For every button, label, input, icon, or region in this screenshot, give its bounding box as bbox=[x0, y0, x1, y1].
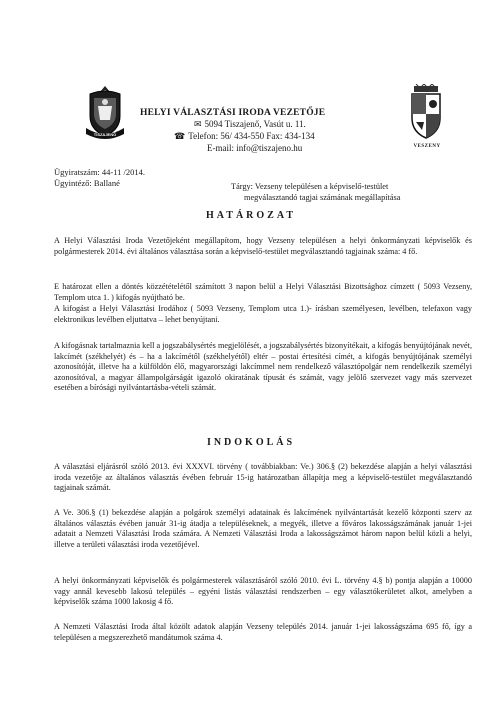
resolution-heading: HATÁROZAT bbox=[206, 210, 296, 221]
office-address: 5094 Tiszajenő, Vasút u. 11. bbox=[204, 119, 306, 129]
paragraph-council-size-rule: A helyi önkormányzati képviselők és polgármesterek választásáról szóló 2010. évi L. törvény 4.§ b) pontja alapján a 10000 vagy annál kevesebb lakosú település – egyéni listás választási rendszerben – egy választókerületet alkot, amelyben a képviselők száma 1000 lakosig 4 fő. bbox=[54, 576, 472, 607]
subject-line-2: megválasztandó tagjai számának megállapítása bbox=[244, 192, 401, 202]
paragraph-conclusion: A Nemzeti Választási Iroda által közölt adatok alapján Vezseny település 2014. január 1-jei lakosságszáma 695 fő, így a településen a megszerezhető mandátumok száma 4. bbox=[54, 622, 472, 642]
paragraph-legal-basis: A választási eljárásról szóló 2013. évi XXXVI. törvény ( továbbiakban: Ve.) 306.§ (2) bekezdése alapján a helyi választási iroda vezetője az általános választás évében február 15-ig határozatban állapítja meg a képviselő-testület megválasztandó tagjainak számát. bbox=[54, 462, 472, 493]
document-meta bbox=[54, 167, 145, 188]
office-email: E-mail: info@tiszajeno.hu bbox=[207, 143, 303, 153]
case-number: Ügyiratszám: 44-11 /2014. bbox=[54, 167, 146, 177]
paragraph-appeal-contents: A kifogásnak tartalmaznia kell a jogszabálysértés megjelölését, a jogszabálysértés bizonyítékait, a kifogás benyújtójának nevét, lakcímét (székhelyét) és – ha a lakcímétől (székhelyétől) eltér – postai értesítési címét, a kifogás benyújtójának személyi azonosítóját, illetve ha a külföldön élő, magyarországi lakcímmel nem rendelkező választópolgár nem rendelkezik személyi azonosítóval, a magyar állampolgárságát igazoló okiratának típusát és számát, vagy jelölő szervezet vagy más szervezet esetében a bírósági nyilvántartásba-vételi számát. bbox=[54, 341, 472, 393]
vezseny-coat-of-arms bbox=[408, 84, 444, 149]
paragraph-population-data: A Ve. 306.§ (1) bekezdése alapján a polgárok személyi adatainak és lakcímének nyilvántartását kezelő központi szerv az általános választás évében január 31-ig átadja a településeknek, a megyék, illetve a főváros lakosságszámának január 1-jei adatait a Nemzeti Választási Iroda számára. A Nemzeti Választási Iroda a lakosságszámot három napon belül közli a helyi, illetve a területi választási iroda vezetőjével. bbox=[54, 508, 472, 549]
paragraph-decision: A Helyi Választási Iroda Vezetőjeként megállapítom, hogy Vezseny településen a helyi önkormányzati képviselők és polgármesterek 2014. évi általános választása során a képviselő-testület megválasztandó tagjainak száma: 4 fő. bbox=[54, 236, 472, 256]
reasoning-heading: INDOKOLÁS bbox=[206, 437, 296, 448]
emblem-right-caption: VESZENY bbox=[413, 144, 441, 149]
paragraph-appeal-deadline: E határozat ellen a döntés közzétételétől számított 3 napon belül a Helyi Választási Bizottsághoz címzett ( 5093 Vezseny, Templom utca 1. ) kifogás nyújtható be. bbox=[54, 282, 472, 302]
subject-line-1: Tárgy: Vezseny településen a képviselő-testület bbox=[231, 182, 389, 191]
letterhead bbox=[140, 108, 380, 154]
telephone-icon: ☎ bbox=[174, 131, 186, 141]
emblem-left-caption: TISZAJENŐ bbox=[93, 132, 117, 137]
office-phone: Telefon: 56/ 434-550 Fax: 434-134 bbox=[188, 131, 315, 141]
office-title: HELYI VÁLASZTÁSI IRODA VEZETŐJE bbox=[140, 108, 326, 118]
tiszajeno-coat-of-arms bbox=[84, 84, 126, 144]
envelope-icon: ✉ bbox=[194, 119, 202, 129]
paragraph-appeal-submission: A kifogást a Helyi Választási Irodához ( 5093 Vezseny, Templom utca 1.)- írásban személyesen, levélben, telefaxon vagy elektronikus levélben eljuttatva – lehet benyújtani. bbox=[54, 304, 472, 324]
subject bbox=[231, 182, 471, 203]
case-handler: Ügyintéző: Ballané bbox=[54, 177, 120, 188]
